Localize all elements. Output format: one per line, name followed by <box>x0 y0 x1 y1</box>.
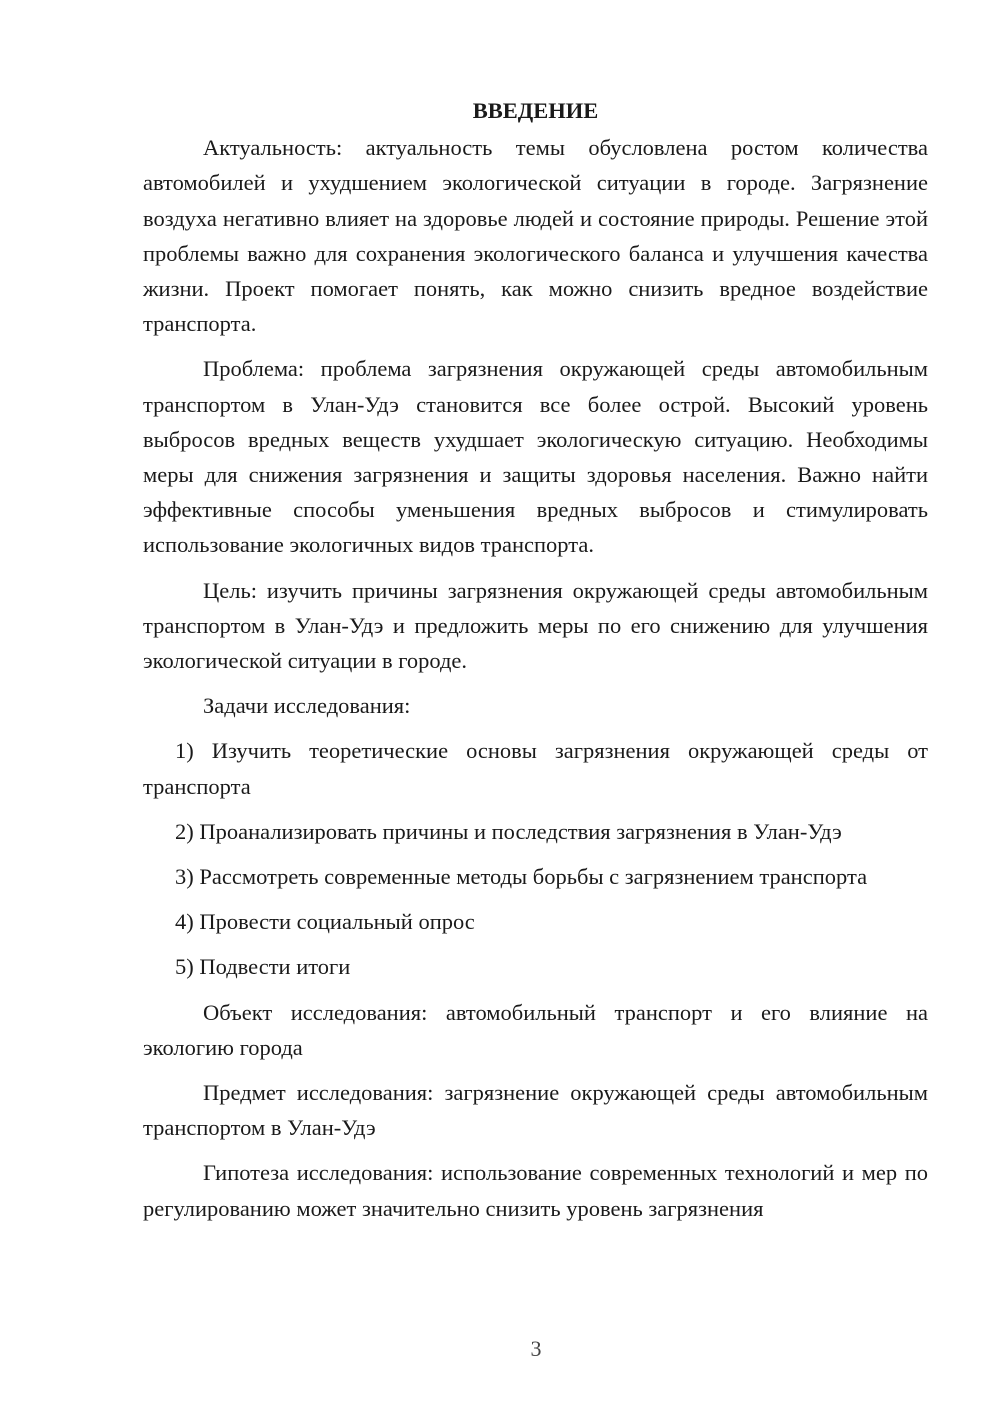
paragraph-tasks-heading: Задачи исследования: <box>203 693 411 719</box>
paragraph-relevance: Актуальность: актуальность темы обусловлена ростом количества автомобилей и ухудшением экологической ситуации в городе. Загрязнение воздуха негативно влияет на здоровье людей и состояние природы. Решение этой проблемы важно для сохранения экологического баланса и улучшения качества жизни. Проект помогает понять, как можно снизить вредное воздействие транспорта. <box>143 135 928 337</box>
task-item: 5) Подвести итоги <box>175 954 351 980</box>
paragraph-problem: Проблема: проблема загрязнения окружающей среды автомобильным транспортом в Улан-Удэ становится все более острой. Высокий уровень выбросов вредных веществ ухудшает экологическую ситуацию. Необходимы меры для снижения загрязнения и защиты здоровья населения. Важно найти эффективные способы уменьшения вредных выбросов и стимулировать использование экологичных видов транспорта. <box>143 356 928 558</box>
section-title: ВВЕДЕНИЕ <box>472 98 599 123</box>
paragraph-object: Объект исследования: автомобильный транспорт и его влияние на экологию города <box>143 999 928 1060</box>
page-number: 3 <box>530 1336 542 1361</box>
task-item: 2) Проанализировать причины и последствия загрязнения в Улан-Удэ <box>175 818 842 844</box>
task-item: 4) Провести социальный опрос <box>175 909 475 935</box>
paragraph-goal: Цель: изучить причины загрязнения окружающей среды автомобильным транспортом в Улан-Удэ и предложить меры по его снижению для улучшения экологической ситуации в городе. <box>143 577 928 674</box>
paragraph-hypothesis: Гипотеза исследования: использование современных технологий и мер по регулированию может значительно снизить уровень загрязнения <box>143 1160 928 1221</box>
task-item: 3) Рассмотреть современные методы борьбы с загрязнением транспорта <box>175 864 868 890</box>
paragraph-subject: Предмет исследования: загрязнение окружающей среды автомобильным транспортом в Улан-Удэ <box>143 1080 928 1141</box>
task-item: 1) Изучить теоретические основы загрязнения окружающей среды от транспорта <box>143 738 928 799</box>
document-body <box>143 93 928 1226</box>
